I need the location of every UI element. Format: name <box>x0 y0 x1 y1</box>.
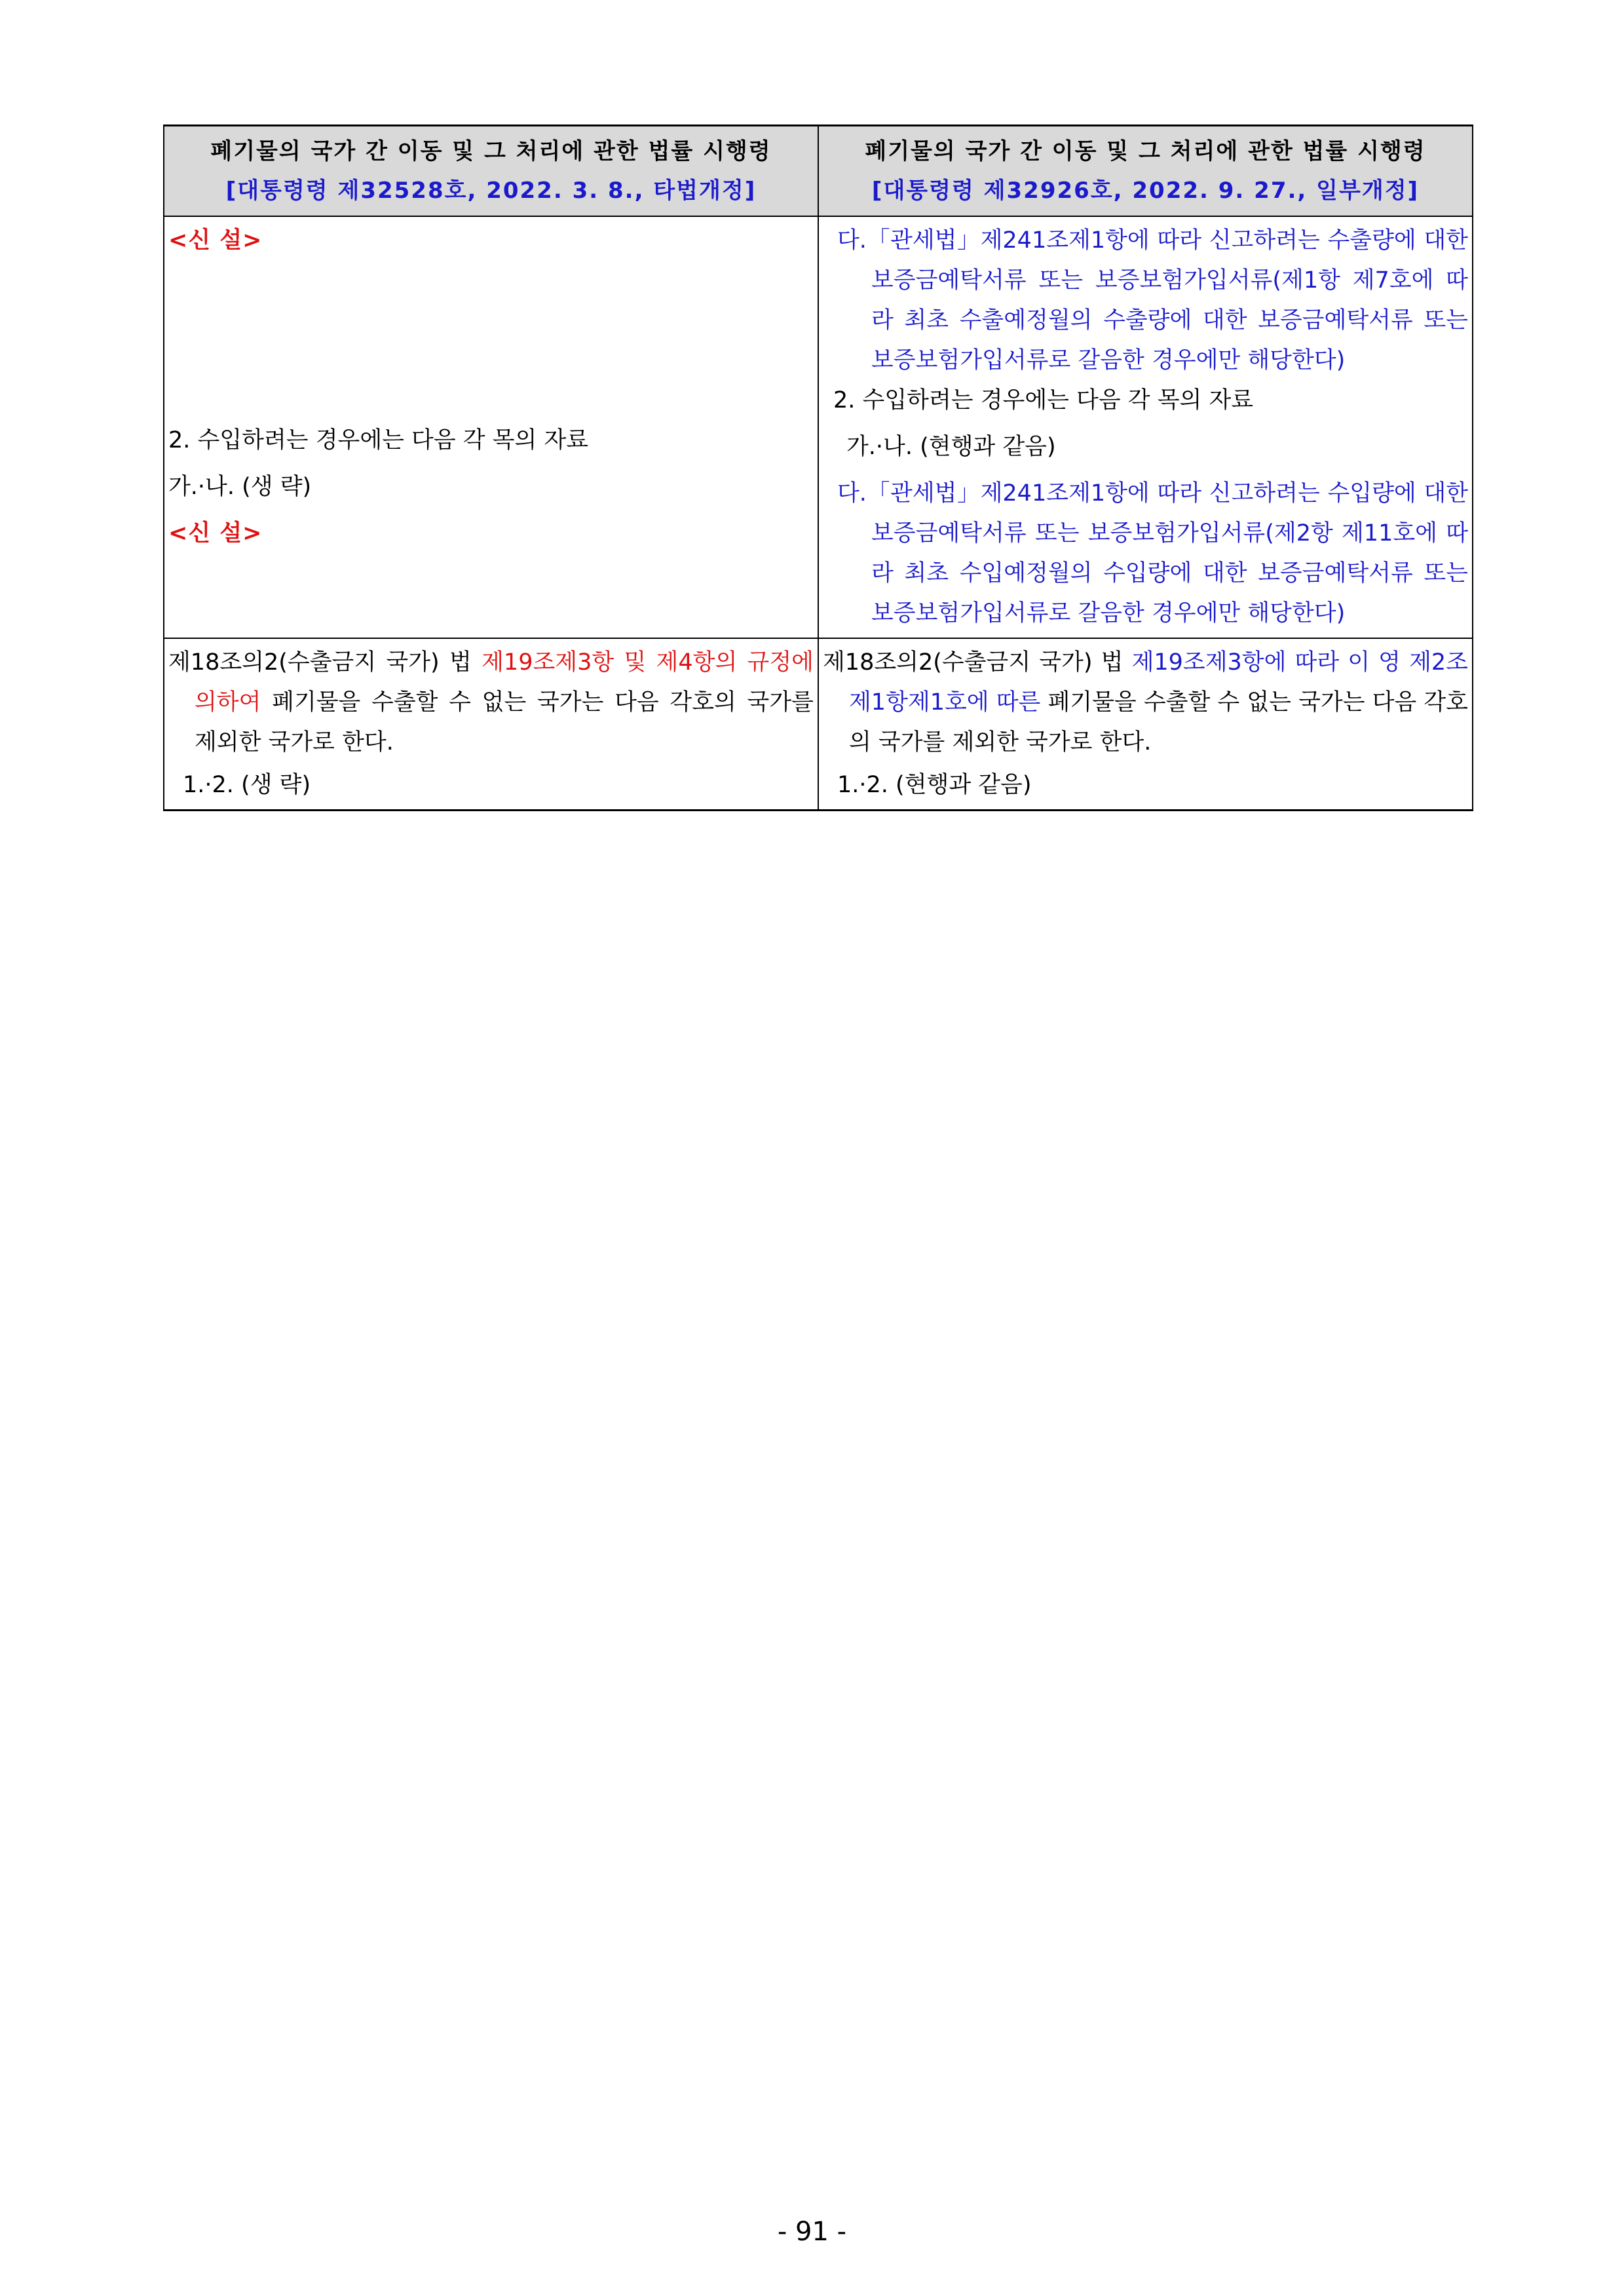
new-provision-label: <신 설> <box>168 520 263 546</box>
table-row <box>164 638 1473 811</box>
header-left-subtitle: [대통령령 제32528호, 2022. 3. 8., 타법개정] <box>225 178 757 204</box>
row2-right-text-a: 제18조의2(수출금지 국가) 법 <box>823 649 1132 676</box>
row2-right-article <box>823 643 1468 763</box>
header-left <box>164 126 818 217</box>
row2-right-amended-text: 제19조제3항에 따라 이 영 제2조제1항제1호에 따른 <box>849 649 1468 716</box>
row1-left-item2: 2. 수입하려는 경우에는 다음 각 목의 자료 <box>168 427 589 453</box>
header-right-subtitle: [대통령령 제32926호, 2022. 9. 27., 일부개정] <box>871 178 1420 204</box>
row2-left-article <box>168 643 814 763</box>
row1-right-da2: 다.「관세법」제241조제1항에 따라 신고하려는 수입량에 대한 보증금예탁서류 또는 보증보험가입서류(제2항 제11호에 따라 최초 수입예정월의 수입량에 대한 보증금예탁서류 또는 보증보험가입서류로 갈음한 경우에만 해당한다) <box>837 480 1468 626</box>
new-provision-label: <신 설> <box>168 227 263 254</box>
page-number: - 91 - <box>777 2217 847 2247</box>
row2-right-text-b: 폐기물을 수출할 수 없는 국가는 다음 각호의 국가를 제외한 국가로 한다. <box>849 689 1468 756</box>
row2-left-items: 1.·2. (생 략) <box>183 772 311 798</box>
row1-right-da1: 다.「관세법」제241조제1항에 따라 신고하려는 수출량에 대한 보증금예탁서류 또는 보증보험가입서류(제1항 제7호에 따라 최초 수출예정월의 수출량에 대한 보증금예탁서류 또는 보증보험가입서류로 갈음한 경우에만 해당한다) <box>837 227 1468 373</box>
row1-right-item2: 2. 수입하려는 경우에는 다음 각 목의 자료 <box>833 387 1254 413</box>
row2-left-deleted-text: 제19조제3항 및 제4항의 규정에 의하여 <box>195 649 814 716</box>
header-left-title: 폐기물의 국가 간 이동 및 그 처리에 관한 법률 시행령 <box>210 138 772 164</box>
row2-left-text-a: 제18조의2(수출금지 국가) 법 <box>168 649 482 676</box>
table-header-row <box>164 126 1473 217</box>
row2-right-cell <box>818 638 1473 811</box>
header-right <box>818 126 1473 217</box>
row2-left-cell <box>164 638 818 811</box>
comparison-table <box>163 124 1473 811</box>
row1-right-ganana: 가.·나. (현행과 같음) <box>846 434 1056 460</box>
row1-left-ganana: 가.·나. (생 략) <box>168 474 312 500</box>
header-right-title: 폐기물의 국가 간 이동 및 그 처리에 관한 법률 시행령 <box>865 138 1426 164</box>
row2-right-items: 1.·2. (현행과 같음) <box>837 772 1032 798</box>
row1-right-cell <box>818 216 1473 638</box>
table-row <box>164 216 1473 638</box>
row2-left-text-b: 폐기물을 수출할 수 없는 국가는 다음 각호의 국가를 제외한 국가로 한다. <box>195 689 814 756</box>
row1-left-cell <box>164 216 818 638</box>
